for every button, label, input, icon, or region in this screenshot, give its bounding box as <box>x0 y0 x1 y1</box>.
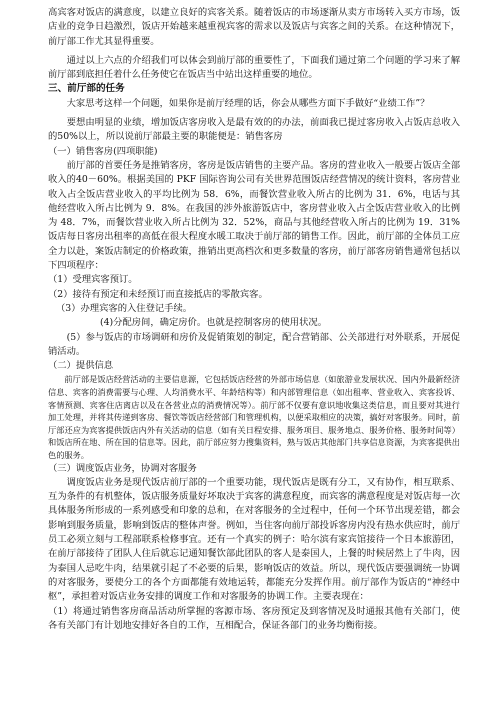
list-item: (5）参与饭店的市场调研和房价及促销策划的制定，配合营销部、公关部进行对外联系，开展促销活动。 <box>48 331 460 357</box>
subsection-title-coordination: （三）调度饭店业务，协调对客服务 <box>48 462 197 474</box>
subsection-title-sales: （一）销售客房(四项职能) <box>48 145 158 157</box>
list-item: (4)分配房间，确定房价。也就是控制客房的使用状况。 <box>100 317 327 329</box>
list-item: （3）办理宾客的入住登记手续。 <box>56 302 193 314</box>
list-item: （1）受理宾客预订。 <box>48 274 138 286</box>
section-heading: 三、前厅部的任务 <box>48 83 125 95</box>
list-row <box>48 316 460 330</box>
paragraph-main-function: 要想由明显的业绩，增加饭店客房收入是最有效的的办法，前面我已提过客房收入占饭店总收入的50%以上，所以说前厅部最主要的职能便是：销售客房 <box>48 117 460 143</box>
paragraph-intro-continuation: 高宾客对饭店的满意度，以建立良好的宾客关系。随着饭店的市场逐渐从卖方市场转入买方市场，饭店业的竞争日趋激烈，饭店开始越来越重视宾客的需求以及饭店与宾客之间的关系。在这种情况下，前厅部工作尤其显得重要。 <box>48 7 460 47</box>
paragraph-sales: 前厅部的首要任务是推销客房，客房是饭店销售的主要产品。客房的营业收入一般要占饭店全部收入的40－60%。根据美国的 PKF 国际咨询公司有关世界范围饭店经营情况的统计资料，客房营业收入占全饭店营业收入的平均比例为 58．6%，而餐饮营业收入所占的比例为 31．6%，电话与其他经营收入所占比例为 9．8%。在我国的涉外旅游饭店中，客房营业收入占全饭店营业收入的比例为 48．7%，而餐饮营业收入所占比例为 32．52%，商品与其他经营收入所占的比例为 19．31%饭店每日客房出租率的高低在很大程度水暖工取决于前厅部的销售工作。因此，前厅部的全体员工应全力以赴，案饭店制定的价格政策，推销出更高档次和更多数量的客房，前厅部客房销售通常包括以下四项程序： <box>48 159 460 272</box>
subsection-title-info: （二）提供信息 <box>48 360 114 372</box>
paragraph-question: 大家思考这样一个问题，如果你是前厅经理的话，你会从哪些方面下手做好“业绩工作”？ <box>66 97 430 109</box>
list-item: （1）将通过销售客房商品活动所掌握的客源市场、客房预定及到客情况及时通报其他有关部门，使各有关部门有计划地安排好各自的工作，互相配合，保证各部门的业务均衡衔接。 <box>48 605 460 631</box>
paragraph-info: 前厅部是饭店经营活动的主要信息源，它包括饭店经营的外部市场信息（如旅游业发展状况、国内外最新经济信息、宾客的消费需要与心理、人均消费水平、年龄结构等）和内部管理信息（如出租率、营业收入、宾客投诉、客情预测、宾客住店离店以及在各营业点的消费情况等）。前厅部不仅要有意识地收集这类信息，而且要对其进行加工处理，并将其传递到客房、餐饮等饭店经营部门和管理机构，以便采取相应的决策，搞好对客服务。同时，前厅部还应为宾客提供饭店内外有关活动的信息（如有关日程安排、服务项目、服务地点、服务价格、服务时间等）和饭店所在地、所在国的信息等。因此，前厅部应努力搜集资料，熟与饭店其他部门共享信息资源，为宾客提供出色的服务。 <box>48 374 460 460</box>
list-item: （2）接待有预定和未经预订而直接抵店的零散宾客。 <box>48 288 268 300</box>
paragraph-coordination: 调度饭店业务是现代饭店前厅部的一个重要功能，现代饭店是既有分工，又有协作，相互联系、互为条件的有机整体，饭店服务质量好坏取决于宾客的满意程度，而宾客的满意程度是对饭店每一次具体服务所形成的一系列感受和印象的总和，在对客服务的全过程中，任何一个环节出现差错，都会影响到服务质量，影响到饭店的整体声誉。例如，当住客向前厅部投诉客房内没有热水供应时，前厅员工必须立刻与工程部联系检修事宜。还有一个真实的例子：哈尔滨有家宾馆接待一个日本旅游团，在前厅部接待了团队人住后就忘记通知餐饮部此团队的客人是泰国人，上餐的时候居然上了牛肉，因为泰国人忌吃牛肉，结果就引起了不必要的后果，影响饭店的效益。所以，现代饭店要强调统一协调的对客服务，要使分工的各个方面都能有效地运转，都能充分发挥作用。前厅部作为饭店的“神经中枢”，承担着对饭店业务安排的调度工作和对客服务的协调工作。主要表现在： <box>48 476 460 603</box>
paragraph-transition: 通过以上六点的介绍我们可以体会到前厅部的重要性了，下面我们通过第二个问题的学习来了解前厅部到底担任着什么任务使它在饭店当中站出这样重要的地位。 <box>48 54 460 81</box>
